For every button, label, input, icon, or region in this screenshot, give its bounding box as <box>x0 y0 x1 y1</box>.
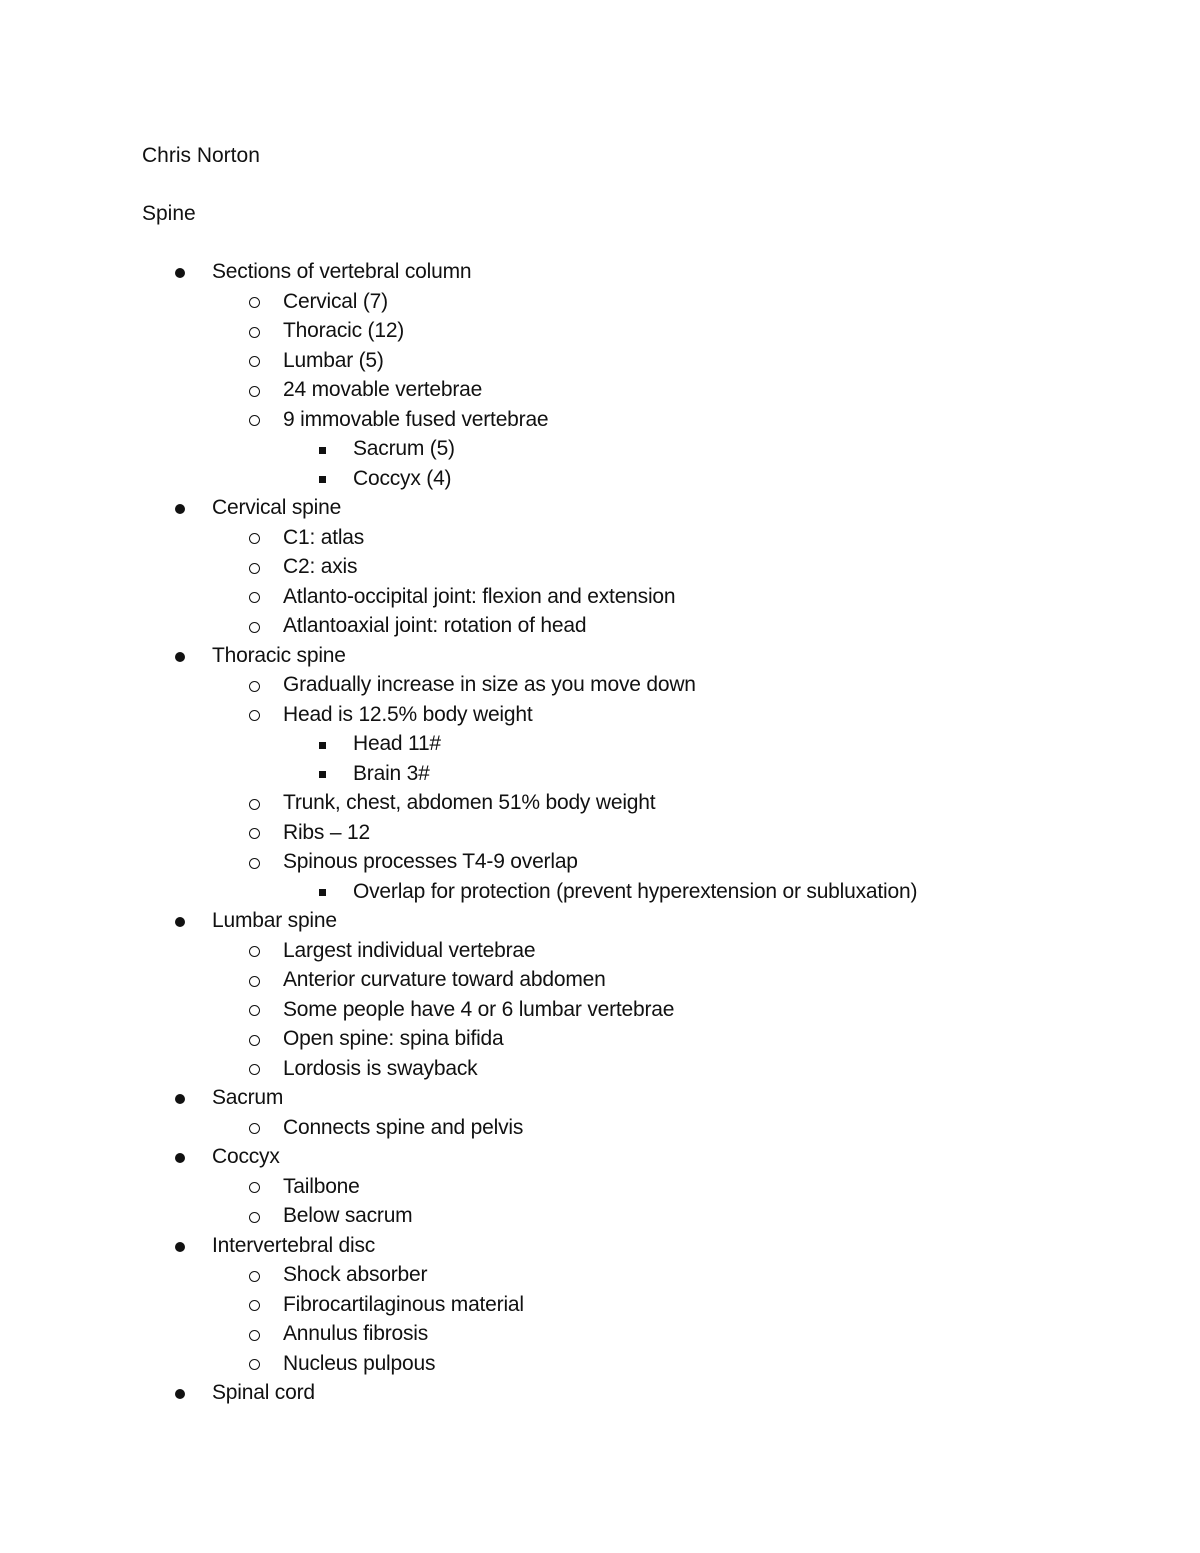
outline-item-text: Coccyx (4) <box>353 466 452 490</box>
outline-item-text: Thoracic spine <box>212 643 346 667</box>
outline-item-text: Shock absorber <box>283 1263 428 1286</box>
bullet-circle-icon <box>249 356 260 367</box>
outline-item-text: Atlantoaxial joint: rotation of head <box>283 614 587 637</box>
outline-item-text: Tailbone <box>283 1174 360 1198</box>
outline-item-text: Sacrum <box>212 1086 284 1109</box>
bullet-circle-icon <box>249 622 260 633</box>
outline-item-text: 24 movable vertebrae <box>283 378 483 401</box>
bullet-circle-icon <box>249 1064 260 1075</box>
bullet-circle-icon <box>249 799 260 810</box>
outline-item-text: Below sacrum <box>283 1204 413 1227</box>
bullet-circle-icon <box>249 681 260 692</box>
bullet-dot-icon <box>175 504 185 514</box>
outline-item-text: Lordosis is swayback <box>283 1056 478 1080</box>
bullet-dot-icon <box>175 1242 185 1252</box>
outline-item-text: Spinous processes T4-9 overlap <box>283 850 578 873</box>
outline-item-text: Thoracic (12) <box>283 319 405 342</box>
bullet-circle-icon <box>249 1005 260 1016</box>
outline-item-text: Fibrocartilaginous material <box>283 1292 524 1316</box>
outline-item-text: Ribs – 12 <box>283 820 370 844</box>
document-title: Spine <box>142 202 196 225</box>
outline-item-text: Cervical spine <box>212 496 342 519</box>
bullet-square-icon <box>319 742 326 749</box>
bullet-circle-icon <box>249 1035 260 1046</box>
bullet-circle-icon <box>249 858 260 869</box>
bullet-circle-icon <box>249 563 260 574</box>
bullet-dot-icon <box>175 1389 185 1399</box>
bullet-circle-icon <box>249 710 260 721</box>
bullet-square-icon <box>319 771 326 778</box>
outline-item-text: Sacrum (5) <box>353 437 455 460</box>
outline-item-text: Intervertebral disc <box>212 1233 376 1257</box>
author-name: Chris Norton <box>142 144 260 167</box>
outline-item-text: Nucleus pulpous <box>283 1351 436 1375</box>
outline-item-text: Open spine: spina bifida <box>283 1027 504 1050</box>
outline-item-text: Lumbar (5) <box>283 348 384 372</box>
bullet-circle-icon <box>249 1359 260 1370</box>
outline-item-text: Overlap for protection (prevent hyperextension or subluxation) <box>353 879 918 903</box>
outline-item-text: Connects spine and pelvis <box>283 1115 524 1139</box>
outline-item-text: Spinal cord <box>212 1381 315 1404</box>
outline-item-text: Largest individual vertebrae <box>283 938 536 962</box>
outline-item-text: C1: atlas <box>283 525 365 549</box>
bullet-circle-icon <box>249 946 260 957</box>
outline-item-text: Lumbar spine <box>212 909 337 932</box>
outline-item-text: Brain 3# <box>353 761 430 785</box>
bullet-circle-icon <box>249 533 260 544</box>
bullet-circle-icon <box>249 1271 260 1282</box>
bullet-circle-icon <box>249 1212 260 1223</box>
outline-item-text: Cervical (7) <box>283 289 388 313</box>
bullet-square-icon <box>319 447 326 454</box>
bullet-dot-icon <box>175 1153 185 1163</box>
outline-item-text: Gradually increase in size as you move down <box>283 673 696 696</box>
outline-item-text: Some people have 4 or 6 lumbar vertebrae <box>283 997 675 1021</box>
outline-item-text: 9 immovable fused vertebrae <box>283 407 549 431</box>
outline-item-text: Coccyx <box>212 1145 280 1168</box>
outline-item-text: Head 11# <box>353 732 441 755</box>
outline-item-text: Annulus fibrosis <box>283 1322 429 1345</box>
bullet-circle-icon <box>249 327 260 338</box>
bullet-circle-icon <box>249 1300 260 1311</box>
bullet-dot-icon <box>175 652 185 662</box>
bullet-square-icon <box>319 476 326 483</box>
bullet-circle-icon <box>249 1330 260 1341</box>
bullet-circle-icon <box>249 297 260 308</box>
outline-item-text: Head is 12.5% body weight <box>283 702 533 726</box>
outline-item-text: C2: axis <box>283 555 358 578</box>
bullet-circle-icon <box>249 828 260 839</box>
outline-item-text: Trunk, chest, abdomen 51% body weight <box>283 791 656 814</box>
bullet-circle-icon <box>249 1123 260 1134</box>
bullet-dot-icon <box>175 917 185 927</box>
bullet-circle-icon <box>249 1182 260 1193</box>
bullet-circle-icon <box>249 386 260 397</box>
bullet-dot-icon <box>175 1094 185 1104</box>
outline-item-text: Anterior curvature toward abdomen <box>283 968 606 991</box>
bullet-circle-icon <box>249 976 260 987</box>
bullet-dot-icon <box>175 268 185 278</box>
bullet-square-icon <box>319 889 326 896</box>
outline-item-text: Atlanto-occipital joint: flexion and extension <box>283 584 676 608</box>
bullet-circle-icon <box>249 592 260 603</box>
bullet-circle-icon <box>249 415 260 426</box>
outline-item-text: Sections of vertebral column <box>212 260 472 283</box>
